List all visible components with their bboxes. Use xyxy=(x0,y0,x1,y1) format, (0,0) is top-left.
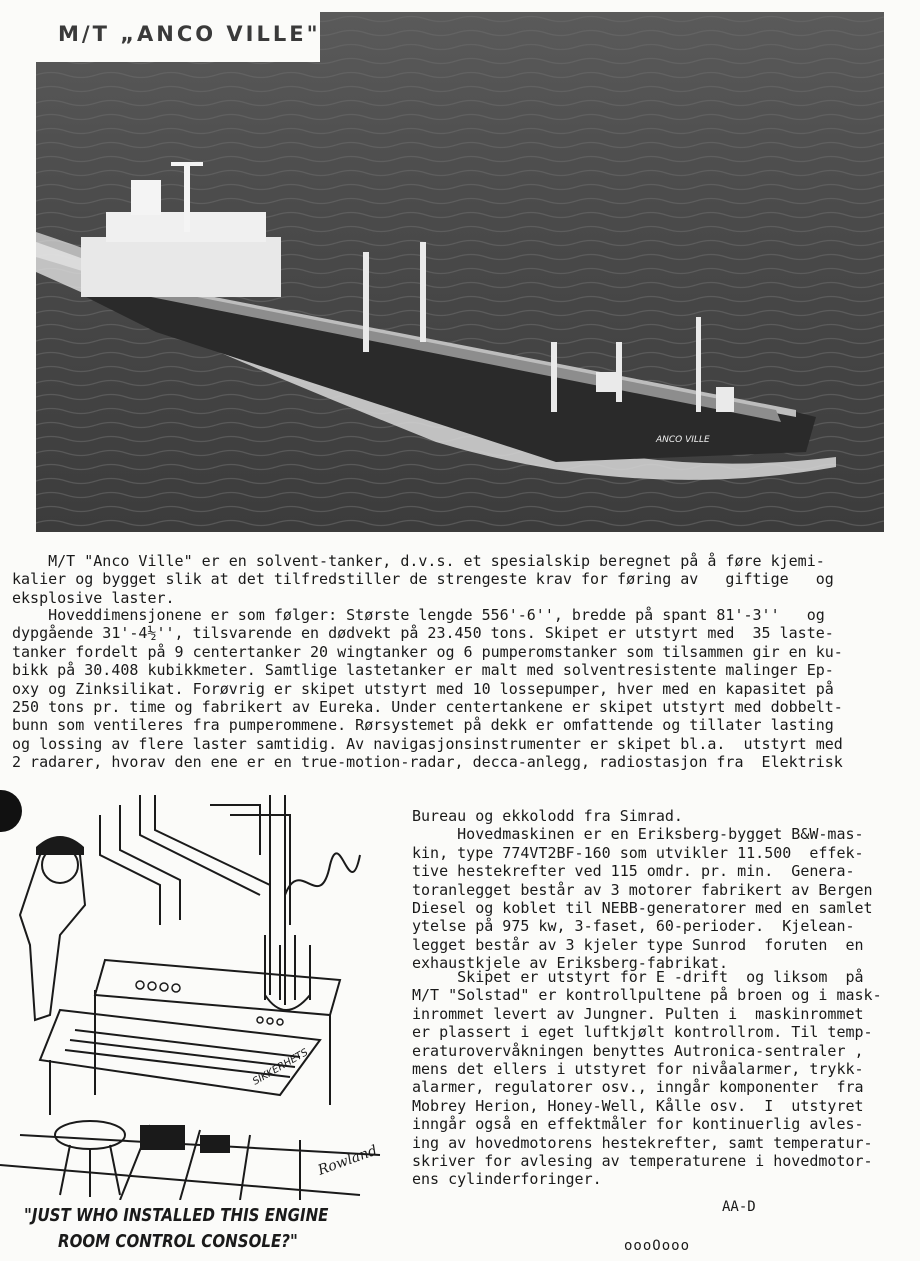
text-line: ytelse på 975 kw, 3-faset, 60-perioder. Kjelean- xyxy=(412,917,855,936)
paragraph-control xyxy=(412,968,882,1189)
text-line: skriver for avlesing av temperaturene i hovedmotor- xyxy=(412,1152,873,1171)
ship-photo xyxy=(36,12,884,532)
text-line: M/T "Anco Ville" er en solvent-tanker, d.v.s. et spesialskip beregnet på å føre kjemi- xyxy=(12,552,825,570)
text-line: bikk på 30.408 kubikkmeter. Samtlige lastetanker er malt med solventresistente malinger Ep- xyxy=(12,661,834,680)
text-line: oxy og Zinksilikat. Forøvrig er skipet utstyrt med 10 lossepumper, hver med en kapasitet på xyxy=(12,679,834,698)
console-brand-label: SIKKERHETS xyxy=(251,1047,311,1088)
author-signoff: AA-D xyxy=(722,1199,756,1215)
page-title: M/T „ANCO VILLE" xyxy=(58,22,321,46)
text-line: eraturovervåkningen benyttes Autronica-sentraler , xyxy=(412,1041,864,1060)
text-line: er plassert i eget luftkjølt kontrollrom. Til temp- xyxy=(412,1023,873,1042)
text-line: kalier og bygget slik at det tilfredstiller de strengeste krav for føring av giftige og xyxy=(12,570,834,589)
text-line: Mobrey Herion, Honey-Well, Kålle osv. I utstyret xyxy=(412,1096,864,1115)
paragraph-intro xyxy=(12,552,834,607)
artist-signature: Rowland xyxy=(315,1142,380,1179)
cartoon-illustration xyxy=(0,795,410,1200)
text-line: Hovedmaskinen er en Eriksberg-bygget B&W-mas- xyxy=(412,825,864,844)
paragraph-machinery xyxy=(412,807,873,973)
text-line: 2 radarer, hvorav den ene er en true-motion-radar, decca-anlegg, radiostasjon fra Elektrisk xyxy=(12,753,843,772)
text-line: mens det ellers i utstyret for nivåalarmer, trykk- xyxy=(412,1060,864,1079)
text-line: exhaustkjele av Eriksberg-fabrikat. xyxy=(412,954,729,973)
text-line: kin, type 774VT2BF-160 som utvikler 11.500 effek- xyxy=(412,843,864,862)
text-line: M/T "Solstad" er kontrollpultene på broen og i mask- xyxy=(412,986,882,1005)
text-line: toranlegget består av 3 motorer fabrikert av Bergen xyxy=(412,880,873,899)
hull-name-label: ANCO VILLE xyxy=(656,435,710,445)
text-line: ens cylinderforinger. xyxy=(412,1170,602,1189)
text-line: ing av hovedmotorens hestekrefter, samt temperatur- xyxy=(412,1133,873,1152)
engine-room-cartoon xyxy=(0,795,410,1200)
text-line: Bureau og ekkolodd fra Simrad. xyxy=(412,807,683,825)
text-line: dypgående 31'-4½'', tilsvarende en dødvekt på 23.450 tons. Skipet er utstyrt med 35 laste- xyxy=(12,624,834,643)
tanker-ship-illustration xyxy=(36,12,884,532)
text-line: Diesel og koblet til NEBB-generatorer med en samlet xyxy=(412,899,873,918)
cartoon-caption-line1: "JUST WHO INSTALLED THIS ENGINE xyxy=(24,1206,329,1226)
text-line: tive hestekrefter ved 115 omdr. pr. min. Genera- xyxy=(412,862,855,881)
text-line: eksplosive laster. xyxy=(12,588,175,607)
text-line: legget består av 3 kjeler type Sunrod foruten en xyxy=(412,935,864,954)
text-line: tanker fordelt på 9 centertanker 20 wingtanker og 6 pumperomstanker som tilsammen gir en ku- xyxy=(12,642,843,661)
text-line: bunn som ventileres fra pumperommene. Rørsystemet på dekk er omfattende og tillater lasting xyxy=(12,716,834,735)
text-line: Skipet er utstyrt for E -drift og liksom på xyxy=(412,968,864,986)
end-mark: oooOooo xyxy=(624,1238,691,1254)
text-line: og lossing av flere laster samtidig. Av navigasjonsinstrumenter er skipet bl.a. utstyrt med xyxy=(12,734,843,753)
text-line: 250 tons pr. time og fabrikert av Eureka. Under centertankene er skipet utstyrt med dobbelt- xyxy=(12,698,843,717)
text-line: inngår også en effektmåler for kontinuerlig avles- xyxy=(412,1115,864,1134)
cartoon-caption-line2: ROOM CONTROL CONSOLE?" xyxy=(58,1232,298,1252)
text-line: inrommet levert av Jungner. Pulten i maskinrommet xyxy=(412,1004,864,1023)
text-line: Hoveddimensjonene er som følger: Største lengde 556'-6'', bredde på spant 81'-3'' og xyxy=(12,606,825,624)
paragraph-dimensions xyxy=(12,606,843,772)
text-line: alarmer, regulatorer osv., inngår komponenter fra xyxy=(412,1078,864,1097)
